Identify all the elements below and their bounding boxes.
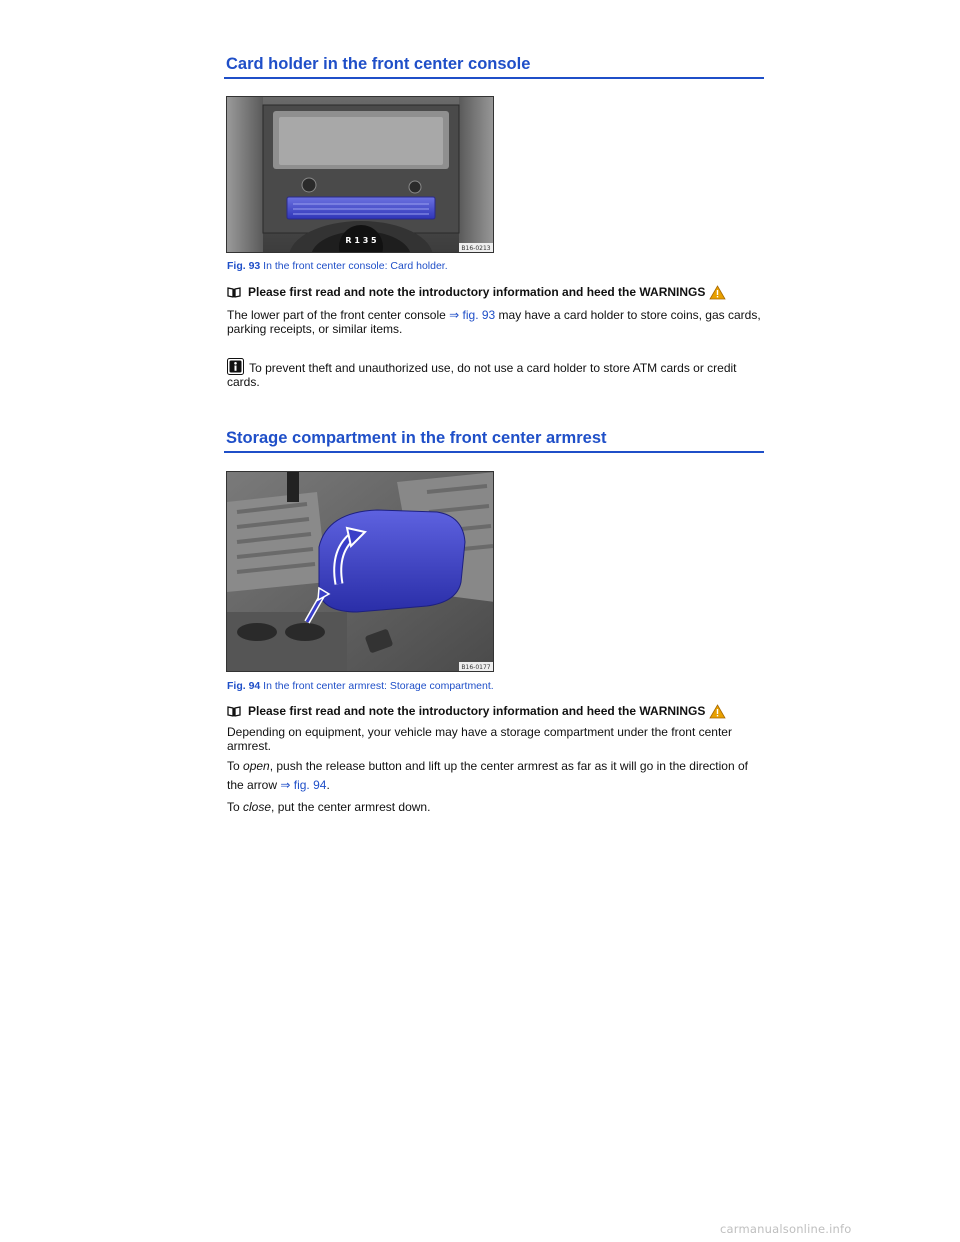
- figure-94-caption-text: In the front center armrest: Storage compartment.: [260, 680, 494, 692]
- section-title-card-holder: Card holder in the front center console: [224, 54, 764, 79]
- note-text: To prevent theft and unauthorized use, do not use a card holder to store ATM cards or credit cards.: [227, 361, 737, 389]
- figure-93-code: B16-0213: [461, 245, 491, 252]
- figure-93-image: [226, 96, 494, 253]
- intro-line-2: [227, 703, 726, 719]
- figure-94-image: [226, 471, 494, 672]
- svg-text:R 1 3 5: R 1 3 5: [345, 236, 377, 245]
- intro-text-1[interactable]: Please first read and note the introductory information and heed the WARNINGS: [248, 285, 706, 299]
- figure-93-caption: [227, 260, 448, 273]
- figure-94-code: B16-0177: [461, 664, 491, 671]
- book-icon: [227, 287, 241, 298]
- warning-icon: [709, 285, 726, 300]
- section-title-armrest: Storage compartment in the front center armrest: [224, 428, 764, 453]
- info-note-icon: [227, 358, 244, 375]
- paragraph-armrest-equipment: Depending on equipment, your vehicle may have a storage compartment under the front center armrest.: [227, 725, 732, 753]
- warning-icon: [709, 704, 726, 719]
- figure-93-caption-text: In the front center console: Card holder.: [260, 260, 448, 272]
- paragraph-card-holder: The lower part of the front center console ⇒ fig. 93 may have a card holder to store coins, gas cards, parking receipts, or similar items.: [227, 308, 761, 336]
- book-icon: [227, 706, 241, 717]
- figure-94-caption: [227, 680, 494, 693]
- footer-watermark: carmanualsonline.info: [720, 1222, 852, 1236]
- paragraph-armrest-close: To close, put the center armrest down.: [227, 800, 431, 814]
- intro-text-2[interactable]: Please first read and note the introductory information and heed the WARNINGS: [248, 704, 706, 718]
- close-emphasis: close: [243, 800, 272, 814]
- open-emphasis: open: [243, 759, 270, 773]
- paragraph-armrest-open: To open, push the release button and lift up the center armrest as far as it will go in the direction of the arrow ⇒ fig. 94.: [227, 759, 748, 792]
- note-card-holder: [227, 358, 767, 389]
- fig-94-link[interactable]: ⇒ fig. 94: [280, 778, 327, 792]
- figure-93-number: Fig. 93: [227, 260, 261, 272]
- figure-94-number: Fig. 94: [227, 680, 261, 692]
- intro-line-1: [227, 284, 726, 300]
- fig-93-link[interactable]: ⇒ fig. 93: [449, 308, 496, 322]
